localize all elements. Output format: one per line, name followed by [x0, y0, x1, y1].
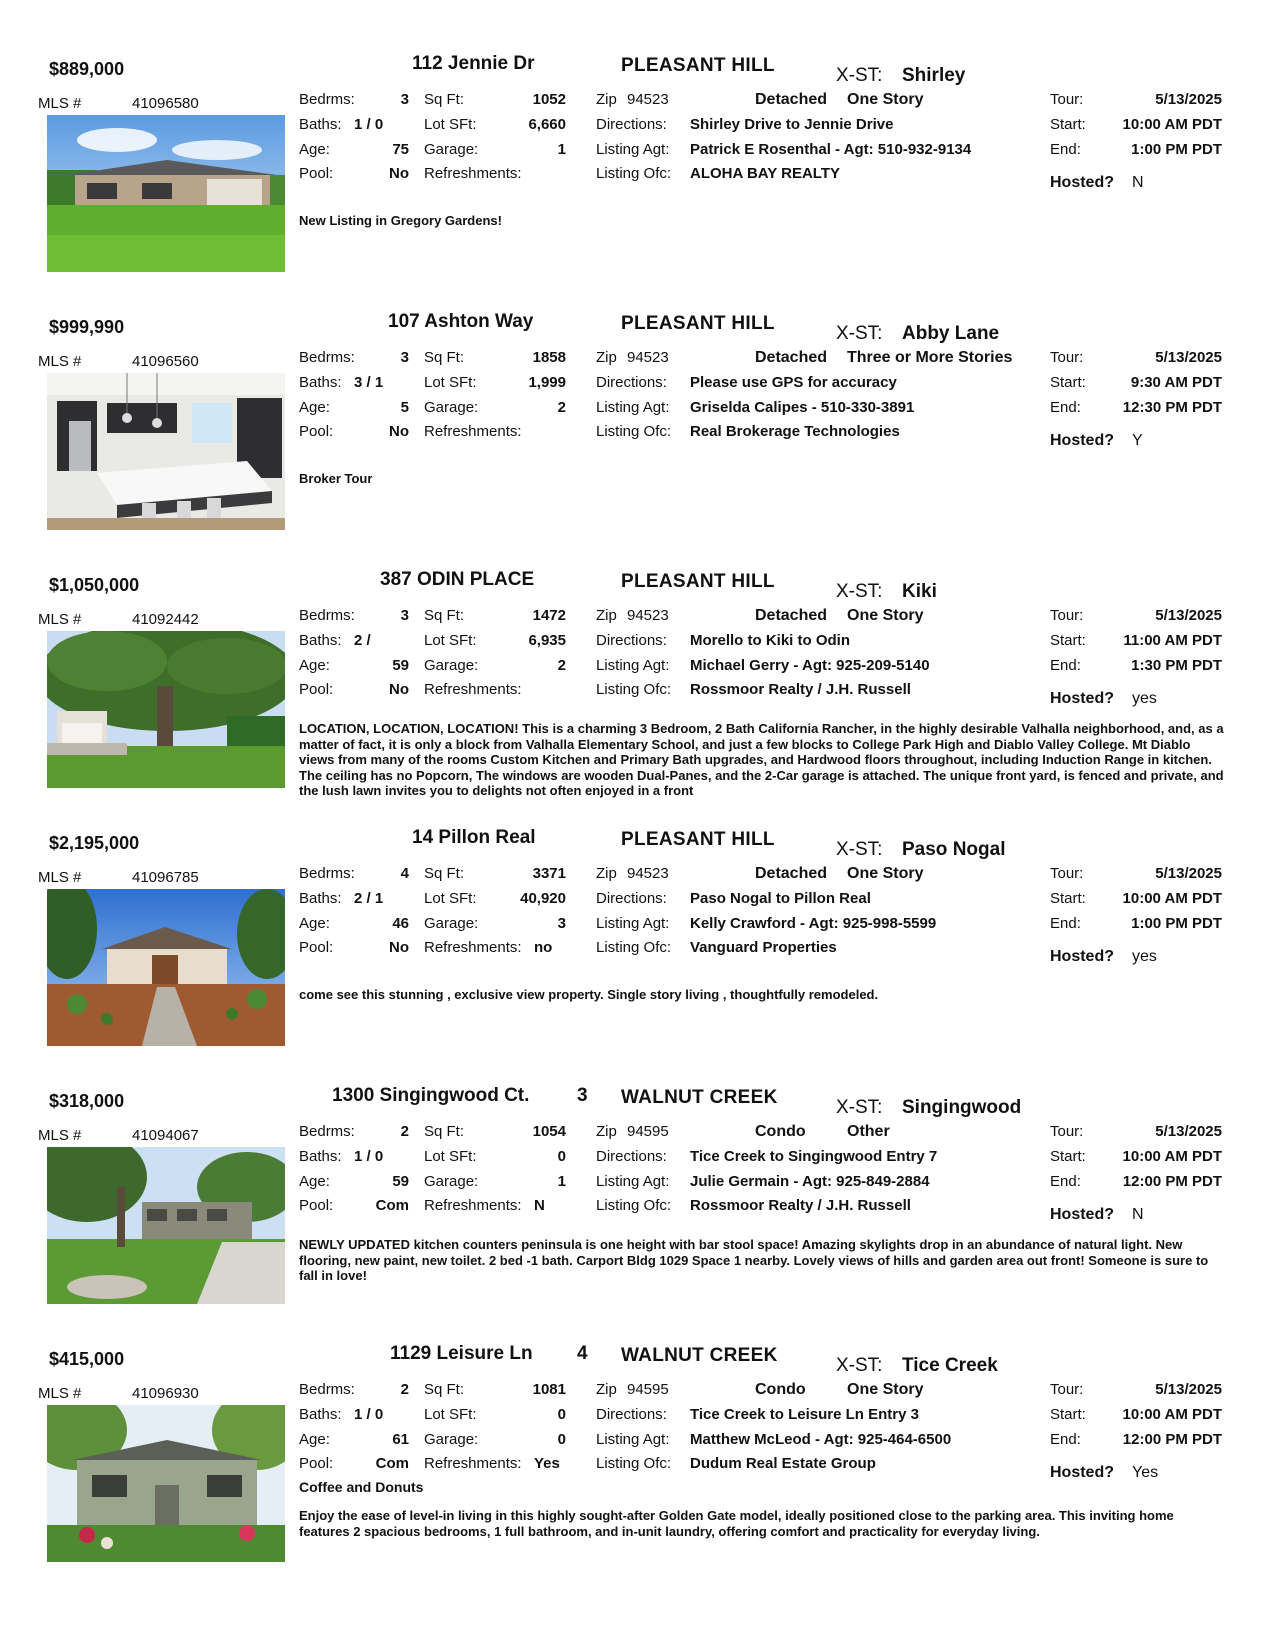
listing-office-value: Real Brokerage Technologies	[690, 423, 900, 440]
tour-label: Tour:	[1050, 1381, 1084, 1398]
baths-label: Baths:	[299, 1148, 342, 1165]
listing-address: 14 Pillon Real	[412, 827, 536, 848]
hosted-value: N	[1132, 1206, 1144, 1223]
pool-value: No	[389, 423, 409, 440]
lotsft-label: Lot SFt:	[424, 1406, 477, 1423]
baths-label: Baths:	[299, 374, 342, 391]
age-value: 46	[392, 915, 409, 932]
listing-price: $1,050,000	[49, 575, 140, 595]
listing-address: 1300 Singingwood Ct.	[332, 1085, 530, 1106]
listing-card	[0, 311, 1275, 559]
lotsft-value: 1,999	[528, 374, 566, 391]
baths-value: 3 / 1	[354, 374, 384, 391]
tour-date: 5/13/2025	[1155, 349, 1222, 366]
listing-photo	[47, 631, 285, 788]
end-time: 1:00 PM PDT	[1131, 915, 1222, 932]
garage-value: 3	[557, 915, 566, 932]
listing-address: 107 Ashton Way	[388, 311, 534, 332]
property-type: Detached	[755, 349, 828, 366]
baths-label: Baths:	[299, 116, 342, 133]
property-stories: Three or More Stories	[847, 349, 1013, 366]
hosted-value: Yes	[1132, 1464, 1159, 1481]
listing-agent-value: Patrick E Rosenthal - Agt: 510-932-9134	[690, 141, 972, 158]
lotsft-label: Lot SFt:	[424, 1148, 477, 1165]
refreshments-note: Coffee and Donuts	[299, 1479, 424, 1495]
refreshments-label: Refreshments:	[424, 681, 522, 698]
listing-city: PLEASANT HILL	[621, 313, 775, 334]
garage-value: 1	[557, 1173, 566, 1190]
tour-label: Tour:	[1050, 607, 1084, 624]
directions-value: Tice Creek to Singingwood Entry 7	[690, 1148, 938, 1165]
property-stories: One Story	[847, 607, 924, 624]
listing-card	[0, 1343, 1275, 1591]
tour-label: Tour:	[1050, 91, 1084, 108]
listing-card	[0, 569, 1275, 817]
directions-value: Paso Nogal to Pillon Real	[690, 890, 871, 907]
listing-unit: 3	[577, 1085, 588, 1106]
listing-office-label: Listing Ofc:	[596, 939, 672, 956]
listing-price: $999,990	[49, 317, 125, 337]
listing-photo	[47, 1147, 285, 1304]
start-label: Start:	[1050, 1406, 1086, 1423]
listing-office-label: Listing Ofc:	[596, 681, 672, 698]
listing-agent-label: Listing Agt:	[596, 1173, 670, 1190]
pool-label: Pool:	[299, 1455, 334, 1472]
listing-agent-value: Matthew McLeod - Agt: 925-464-6500	[690, 1431, 952, 1448]
cross-street-value: Singingwood	[902, 1097, 1022, 1118]
lotsft-value: 0	[557, 1148, 566, 1165]
baths-value: 1 / 0	[354, 116, 384, 133]
cross-street-label: X-ST:	[836, 581, 883, 602]
lotsft-label: Lot SFt:	[424, 890, 477, 907]
end-time: 12:30 PM PDT	[1122, 399, 1222, 416]
bedrms-value: 3	[400, 349, 409, 366]
bedrms-value: 2	[400, 1123, 409, 1140]
property-type: Detached	[755, 607, 828, 624]
listing-agent-value: Griselda Calipes - 510-330-3891	[690, 399, 915, 416]
end-label: End:	[1050, 141, 1081, 158]
mls-number: 41092442	[132, 611, 199, 628]
start-time: 10:00 AM PDT	[1122, 116, 1222, 133]
cross-street-value: Abby Lane	[902, 323, 1000, 344]
lotsft-label: Lot SFt:	[424, 632, 477, 649]
end-label: End:	[1050, 1431, 1081, 1448]
hosted-label: Hosted?	[1050, 690, 1114, 707]
garage-value: 0	[557, 1431, 566, 1448]
hosted-value: N	[1132, 174, 1144, 191]
directions-label: Directions:	[596, 374, 667, 391]
listing-price: $2,195,000	[49, 833, 140, 853]
tour-label: Tour:	[1050, 349, 1084, 366]
zip-label: Zip	[596, 1123, 617, 1140]
directions-label: Directions:	[596, 890, 667, 907]
mls-number: 41096785	[132, 869, 199, 886]
bedrms-value: 3	[400, 91, 409, 108]
listing-unit: 4	[577, 1343, 588, 1364]
listing-description: NEWLY UPDATED kitchen counters peninsula is one height with bar stool space! Amazing skylights drop in an abundance of natural light. New flooring, new paint, new toilet. 2 bed -1 bath. Carport Bldg 1029 Space 1 nearby. Lovely views of hills and garden area out front! Someone is sure to fall in love!	[299, 1237, 1209, 1283]
listing-city: PLEASANT HILL	[621, 829, 775, 850]
listing-office-label: Listing Ofc:	[596, 423, 672, 440]
listing-office-value: Vanguard Properties	[690, 939, 837, 956]
mls-label: MLS #	[38, 1127, 82, 1144]
end-time: 1:30 PM PDT	[1131, 657, 1222, 674]
garage-value: 1	[557, 141, 566, 158]
age-label: Age:	[299, 141, 330, 158]
property-stories: One Story	[847, 91, 924, 108]
baths-value: 1 / 0	[354, 1406, 384, 1423]
zip-value: 94523	[627, 607, 669, 624]
mls-number: 41096560	[132, 353, 199, 370]
lotsft-value: 0	[557, 1406, 566, 1423]
hosted-value: Y	[1132, 432, 1143, 449]
listing-office-value: Rossmoor Realty / J.H. Russell	[690, 1197, 911, 1214]
tour-label: Tour:	[1050, 1123, 1084, 1140]
start-label: Start:	[1050, 374, 1086, 391]
directions-label: Directions:	[596, 1406, 667, 1423]
refreshments-label: Refreshments:	[424, 1197, 522, 1214]
listing-office-label: Listing Ofc:	[596, 165, 672, 182]
age-label: Age:	[299, 1173, 330, 1190]
listing-photo	[47, 373, 285, 530]
mls-number: 41094067	[132, 1127, 199, 1144]
zip-label: Zip	[596, 607, 617, 624]
cross-street-label: X-ST:	[836, 65, 883, 86]
hosted-value: yes	[1132, 948, 1157, 965]
bedrms-label: Bedrms:	[299, 865, 355, 882]
cross-street-value: Tice Creek	[902, 1355, 998, 1376]
pool-value: No	[389, 681, 409, 698]
zip-value: 94595	[627, 1381, 669, 1398]
directions-label: Directions:	[596, 632, 667, 649]
refreshments-value: N	[534, 1197, 545, 1214]
start-label: Start:	[1050, 632, 1086, 649]
listing-office-value: Rossmoor Realty / J.H. Russell	[690, 681, 911, 698]
sqft-value: 1052	[532, 91, 566, 108]
sqft-label: Sq Ft:	[424, 1123, 465, 1140]
zip-label: Zip	[596, 349, 617, 366]
pool-label: Pool:	[299, 681, 334, 698]
age-label: Age:	[299, 915, 330, 932]
zip-value: 94523	[627, 349, 669, 366]
listing-office-label: Listing Ofc:	[596, 1197, 672, 1214]
sqft-value: 1054	[532, 1123, 566, 1140]
mls-label: MLS #	[38, 353, 82, 370]
tour-label: Tour:	[1050, 865, 1084, 882]
mls-label: MLS #	[38, 611, 82, 628]
pool-label: Pool:	[299, 1197, 334, 1214]
listing-city: PLEASANT HILL	[621, 571, 775, 592]
bedrms-label: Bedrms:	[299, 1123, 355, 1140]
mls-number: 41096580	[132, 95, 199, 112]
property-stories: Other	[847, 1123, 890, 1140]
zip-value: 94523	[627, 91, 669, 108]
listing-agent-label: Listing Agt:	[596, 657, 670, 674]
start-time: 9:30 AM PDT	[1130, 374, 1222, 391]
hosted-label: Hosted?	[1050, 948, 1114, 965]
lotsft-label: Lot SFt:	[424, 116, 477, 133]
zip-value: 94595	[627, 1123, 669, 1140]
property-type: Detached	[755, 91, 828, 108]
property-type: Condo	[755, 1381, 806, 1398]
listing-agent-value: Kelly Crawford - Agt: 925-998-5599	[690, 915, 937, 932]
end-label: End:	[1050, 657, 1081, 674]
age-value: 59	[392, 1173, 409, 1190]
refreshments-label: Refreshments:	[424, 1455, 522, 1472]
listing-city: WALNUT CREEK	[621, 1087, 778, 1108]
directions-label: Directions:	[596, 1148, 667, 1165]
bedrms-value: 2	[400, 1381, 409, 1398]
bedrms-label: Bedrms:	[299, 91, 355, 108]
directions-value: Shirley Drive to Jennie Drive	[690, 116, 894, 133]
listing-description: come see this stunning , exclusive view property. Single story living , thoughtfully remodeled.	[299, 987, 879, 1002]
tour-date: 5/13/2025	[1155, 865, 1222, 882]
listing-city: PLEASANT HILL	[621, 55, 775, 76]
hosted-label: Hosted?	[1050, 1464, 1114, 1481]
age-value: 61	[392, 1431, 409, 1448]
bedrms-label: Bedrms:	[299, 349, 355, 366]
garage-label: Garage:	[424, 915, 479, 932]
bedrms-label: Bedrms:	[299, 607, 355, 624]
listing-photo	[47, 115, 285, 272]
listing-city: WALNUT CREEK	[621, 1345, 778, 1366]
end-label: End:	[1050, 1173, 1081, 1190]
listing-price: $889,000	[49, 59, 125, 79]
cross-street-label: X-ST:	[836, 323, 883, 344]
listing-address: 1129 Leisure Ln	[390, 1343, 533, 1364]
start-time: 11:00 AM PDT	[1123, 632, 1222, 649]
refreshments-label: Refreshments:	[424, 423, 522, 440]
sqft-value: 1081	[532, 1381, 566, 1398]
listing-office-value: Dudum Real Estate Group	[690, 1455, 876, 1472]
listing-photo	[47, 1405, 285, 1562]
end-label: End:	[1050, 399, 1081, 416]
baths-label: Baths:	[299, 1406, 342, 1423]
end-time: 12:00 PM PDT	[1122, 1173, 1222, 1190]
property-stories: One Story	[847, 865, 924, 882]
lotsft-value: 40,920	[520, 890, 566, 907]
tour-date: 5/13/2025	[1155, 1381, 1222, 1398]
sqft-label: Sq Ft:	[424, 607, 465, 624]
tour-date: 5/13/2025	[1155, 607, 1222, 624]
refreshments-label: Refreshments:	[424, 939, 522, 956]
sqft-value: 1472	[532, 607, 566, 624]
property-stories: One Story	[847, 1381, 924, 1398]
baths-value: 1 / 0	[354, 1148, 384, 1165]
mls-label: MLS #	[38, 95, 82, 112]
pool-value: No	[389, 165, 409, 182]
pool-value: No	[389, 939, 409, 956]
start-time: 10:00 AM PDT	[1122, 890, 1222, 907]
age-value: 59	[392, 657, 409, 674]
sqft-value: 3371	[532, 865, 566, 882]
property-type: Detached	[755, 865, 828, 882]
mls-label: MLS #	[38, 1385, 82, 1402]
garage-label: Garage:	[424, 141, 479, 158]
garage-label: Garage:	[424, 1431, 479, 1448]
directions-value: Please use GPS for accuracy	[690, 374, 897, 391]
mls-label: MLS #	[38, 869, 82, 886]
age-label: Age:	[299, 657, 330, 674]
hosted-label: Hosted?	[1050, 1206, 1114, 1223]
bedrms-label: Bedrms:	[299, 1381, 355, 1398]
start-time: 10:00 AM PDT	[1122, 1406, 1222, 1423]
hosted-value: yes	[1132, 690, 1157, 707]
start-label: Start:	[1050, 1148, 1086, 1165]
cross-street-label: X-ST:	[836, 839, 883, 860]
listing-address: 387 ODIN PLACE	[380, 569, 535, 590]
garage-value: 2	[557, 399, 566, 416]
sqft-value: 1858	[532, 349, 566, 366]
listing-photo	[47, 889, 285, 1046]
pool-value: Com	[375, 1197, 409, 1214]
property-type: Condo	[755, 1123, 806, 1140]
listing-description: LOCATION, LOCATION, LOCATION! This is a charming 3 Bedroom, 2 Bath California Rancher, in the highly desirable Valhalla neighborhood, and, as a matter of fact, it is only a block from Valhalla Elementary School, and just a few blocks to College Park High and Diablo Valley College. Mt Diablo views from many of the rooms Custom Kitchen and Primary Bath upgrades, and Hardwood floors throughout, including Induction Range in kitchen. The ceiling has no Popcorn, The windows are wooden Dual-Panes, and the 2-Car garage is attached. The unique front yard, is fenced and private, and the lush lawn invites you to delights not often enjoyed in a front	[299, 721, 1224, 798]
listing-address: 112 Jennie Dr	[412, 53, 535, 74]
start-label: Start:	[1050, 116, 1086, 133]
sqft-label: Sq Ft:	[424, 865, 465, 882]
cross-street-value: Kiki	[902, 581, 937, 602]
cross-street-value: Paso Nogal	[902, 839, 1006, 860]
listing-description: Enjoy the ease of level-in living in this highly sought-after Golden Gate model, ideally positioned close to the parking area. This inviting home features 2 spacious bedrooms, 1 full bathroom, and in-unit laundry, offering comfort and practicality for everyday living.	[299, 1508, 1174, 1539]
lotsft-value: 6,935	[528, 632, 566, 649]
refreshments-value: no	[534, 939, 553, 956]
pool-label: Pool:	[299, 939, 334, 956]
listing-description: Broker Tour	[299, 471, 373, 486]
age-label: Age:	[299, 399, 330, 416]
tour-date: 5/13/2025	[1155, 91, 1222, 108]
lotsft-label: Lot SFt:	[424, 374, 477, 391]
sqft-label: Sq Ft:	[424, 349, 465, 366]
refreshments-label: Refreshments:	[424, 165, 522, 182]
zip-label: Zip	[596, 1381, 617, 1398]
garage-label: Garage:	[424, 1173, 479, 1190]
age-label: Age:	[299, 1431, 330, 1448]
directions-label: Directions:	[596, 116, 667, 133]
cross-street-label: X-ST:	[836, 1097, 883, 1118]
bedrms-value: 3	[400, 607, 409, 624]
zip-label: Zip	[596, 865, 617, 882]
listing-price: $415,000	[49, 1349, 125, 1369]
age-value: 5	[400, 399, 409, 416]
bedrms-value: 4	[400, 865, 409, 882]
directions-value: Tice Creek to Leisure Ln Entry 3	[690, 1406, 919, 1423]
baths-label: Baths:	[299, 890, 342, 907]
end-time: 12:00 PM PDT	[1122, 1431, 1222, 1448]
garage-label: Garage:	[424, 399, 479, 416]
listing-agent-value: Julie Germain - Agt: 925-849-2884	[690, 1173, 930, 1190]
listing-agent-label: Listing Agt:	[596, 915, 670, 932]
pool-value: Com	[375, 1455, 409, 1472]
listing-card	[0, 827, 1275, 1075]
tour-date: 5/13/2025	[1155, 1123, 1222, 1140]
baths-value: 2 /	[354, 632, 371, 649]
hosted-label: Hosted?	[1050, 432, 1114, 449]
listing-price: $318,000	[49, 1091, 125, 1111]
listing-office-label: Listing Ofc:	[596, 1455, 672, 1472]
garage-label: Garage:	[424, 657, 479, 674]
zip-value: 94523	[627, 865, 669, 882]
age-value: 75	[392, 141, 409, 158]
baths-label: Baths:	[299, 632, 342, 649]
baths-value: 2 / 1	[354, 890, 384, 907]
listing-agent-label: Listing Agt:	[596, 399, 670, 416]
listing-card	[0, 53, 1275, 301]
sqft-label: Sq Ft:	[424, 1381, 465, 1398]
sqft-label: Sq Ft:	[424, 91, 465, 108]
listing-agent-label: Listing Agt:	[596, 1431, 670, 1448]
mls-number: 41096930	[132, 1385, 199, 1402]
zip-label: Zip	[596, 91, 617, 108]
lotsft-value: 6,660	[528, 116, 566, 133]
listing-office-value: ALOHA BAY REALTY	[690, 165, 841, 182]
refreshments-value: Yes	[534, 1455, 560, 1472]
listing-agent-value: Michael Gerry - Agt: 925-209-5140	[690, 657, 930, 674]
end-time: 1:00 PM PDT	[1131, 141, 1222, 158]
hosted-label: Hosted?	[1050, 174, 1114, 191]
cross-street-label: X-ST:	[836, 1355, 883, 1376]
pool-label: Pool:	[299, 423, 334, 440]
listing-description: New Listing in Gregory Gardens!	[299, 213, 502, 228]
listing-card	[0, 1085, 1275, 1333]
cross-street-value: Shirley	[902, 65, 966, 86]
listing-agent-label: Listing Agt:	[596, 141, 670, 158]
directions-value: Morello to Kiki to Odin	[690, 632, 850, 649]
end-label: End:	[1050, 915, 1081, 932]
start-label: Start:	[1050, 890, 1086, 907]
pool-label: Pool:	[299, 165, 334, 182]
garage-value: 2	[557, 657, 566, 674]
start-time: 10:00 AM PDT	[1122, 1148, 1222, 1165]
